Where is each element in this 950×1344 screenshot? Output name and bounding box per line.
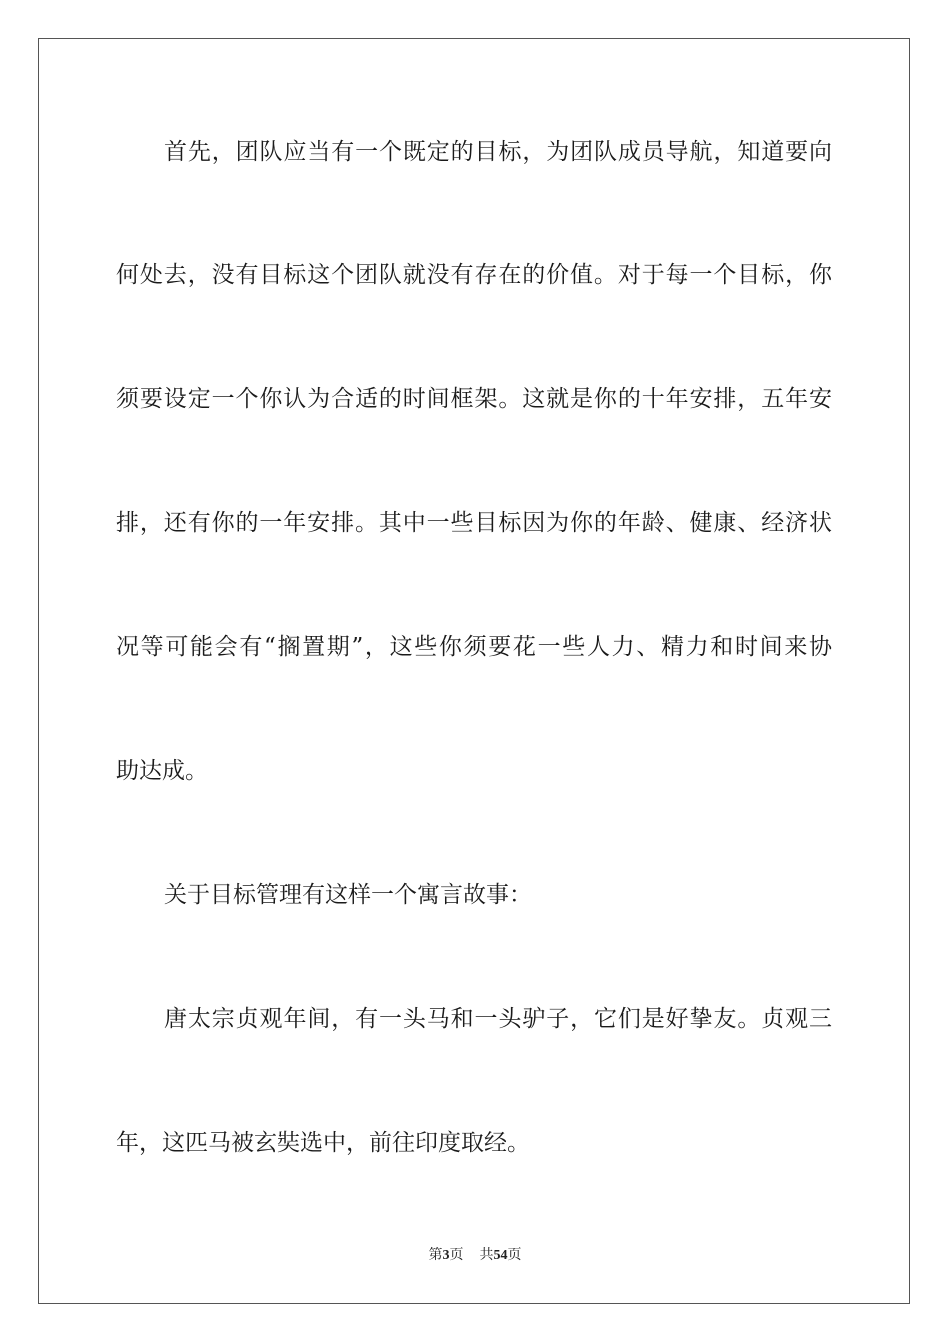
page-suffix: 页	[449, 1248, 464, 1263]
total-suffix: 页	[507, 1248, 522, 1263]
total-pages: 54	[493, 1248, 508, 1263]
paragraph-1-line-6: 助达成。	[116, 758, 208, 784]
total-prefix: 共	[479, 1248, 494, 1263]
paragraph-2-line-1: 关于目标管理有这样一个寓言故事：	[164, 882, 532, 908]
paragraph-3-line-1: 唐太宗贞观年间，有一头马和一头驴子，它们是好挚友。贞观三	[164, 1006, 832, 1032]
page-prefix: 第	[428, 1248, 443, 1263]
page-footer	[0, 1246, 950, 1266]
paragraph-1-line-1: 首先，团队应当有一个既定的目标，为团队成员导航，知道要向	[164, 139, 832, 165]
paragraph-3-line-2: 年，这匹马被玄奘选中，前往印度取经。	[116, 1130, 530, 1156]
paragraph-1-line-4: 排，还有你的一年安排。其中一些目标因为你的年龄、健康、经济状	[116, 510, 832, 536]
paragraph-1-line-2: 何处去，没有目标这个团队就没有存在的价值。对于每一个目标，你	[116, 262, 832, 288]
paragraph-1-line-5: 况等可能会有“搁置期”，这些你须要花一些人力、精力和时间来协	[116, 634, 832, 660]
page-number: 3	[442, 1248, 450, 1263]
page-frame	[38, 38, 910, 1304]
paragraph-1-line-3: 须要设定一个你认为合适的时间框架。这就是你的十年安排，五年安	[116, 386, 832, 412]
